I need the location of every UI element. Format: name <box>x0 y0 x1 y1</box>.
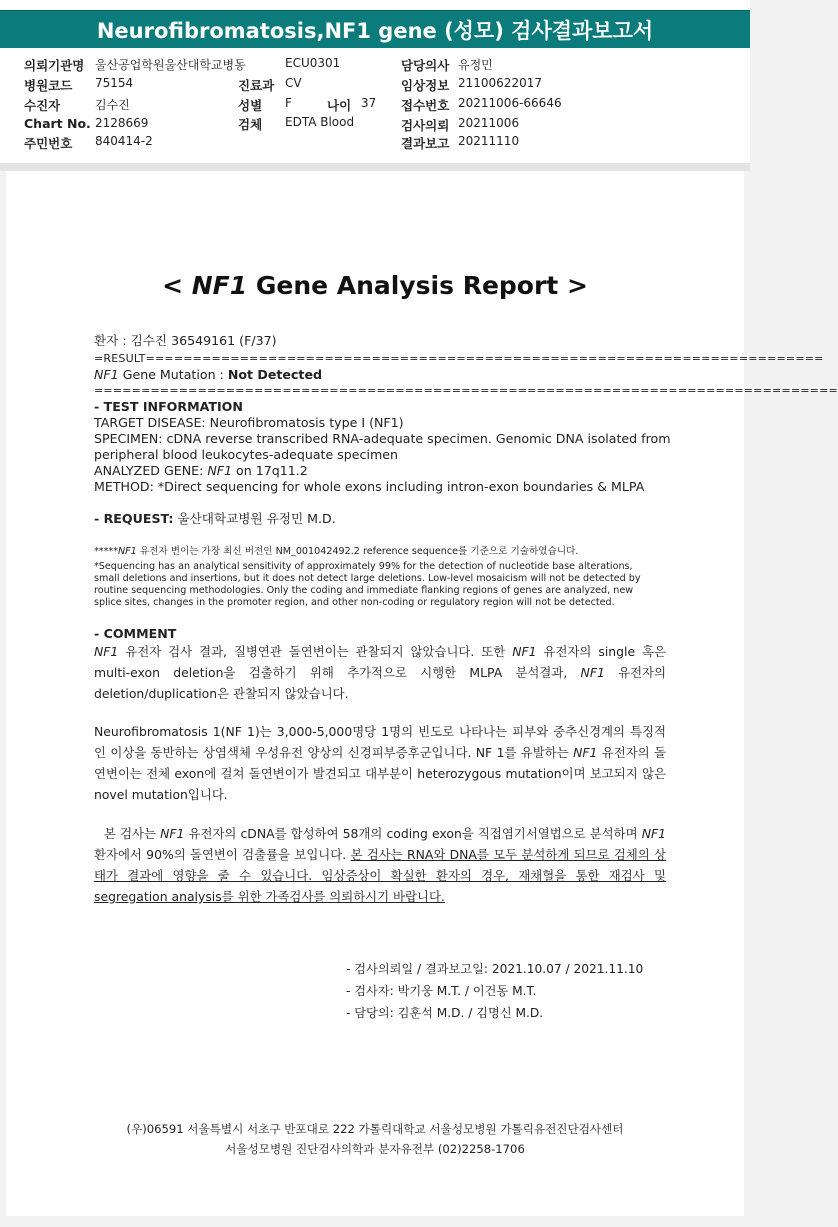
receipt-label: 접수번호 <box>401 98 450 113</box>
inst-label: 의뢰기관명 <box>24 58 85 73</box>
method-line: METHOD: *Direct sequencing for whole exons including intron-exon boundaries & MLPA <box>94 479 645 494</box>
divider-line: =============================================================================== <box>94 384 838 397</box>
test-info-heading: - TEST INFORMATION <box>94 399 243 414</box>
chart-label: Chart No. <box>24 116 91 131</box>
sex-label: 성별 <box>238 98 263 113</box>
bottom-strip <box>0 1216 750 1227</box>
request-value: 20211006 <box>458 116 520 130</box>
patient-line: 환자 : 김수진 36549161 (F/37) <box>94 333 277 348</box>
comment-paragraph-3: 본 검사는 NF1 유전자의 cDNA를 합성하여 58개의 coding exon을 직접염기서열법으로 분석하며 NF1 환자에서 90%의 돌연변이 검출률을 보입니다. 본 검사는 RNA와 DNA를 모두 분석하게 되므로 검체의 상태가 결과에 영향을 줄 수 있습니다. 임상증상이 확실한 환자의 경우, 재채혈을 통한 재검사 및 segregation analysis를 위한 가족검사를 의뢰하시기 바랍니다. <box>94 826 666 904</box>
report-label: 결과보고 <box>401 136 450 151</box>
separator <box>0 163 750 171</box>
sex-value: F <box>285 96 292 110</box>
comment-heading: - COMMENT <box>94 626 177 641</box>
receipt-value: 20211006-66646 <box>458 96 562 110</box>
patient-info-header <box>0 48 750 164</box>
patient-label: 수진자 <box>24 98 61 113</box>
doctor-label: 담당의사 <box>401 58 450 73</box>
id-value: 840414-2 <box>95 134 153 148</box>
physicians-line: - 담당의: 김훈석 M.D. / 김명신 M.D. <box>346 1006 544 1020</box>
report-value: 20211110 <box>458 134 520 148</box>
chart-value: 2128669 <box>95 116 149 130</box>
target-disease: TARGET DISEASE: Neurofibromatosis type I (NF1) <box>94 415 404 430</box>
id-label: 주민번호 <box>24 136 73 151</box>
patient-value: 김수진 <box>95 98 130 112</box>
report-title: Neurofibromatosis,NF1 gene (성모) 검사결과보고서 <box>96 18 654 43</box>
clinical-label: 임상정보 <box>401 78 450 93</box>
note-line-3: small deletions and insertions, but it does not detect large deletions. Low-level mosaicism will not be detected by <box>94 573 641 584</box>
request-label: 검사의뢰 <box>401 118 450 133</box>
age-value: 37 <box>361 96 377 110</box>
analyzed-gene: ANALYZED GENE: NF1 on 17q11.2 <box>94 463 308 478</box>
age-label: 나이 <box>327 98 352 113</box>
report-title-bar <box>0 10 750 49</box>
specimen-line-1: SPECIMEN: cDNA reverse transcribed RNA-adequate specimen. Genomic DNA isolated from <box>94 431 671 446</box>
top-strip <box>0 0 750 10</box>
result-line: =RESULT======================================================================== <box>94 352 824 365</box>
examiners-line: - 검사자: 박기웅 M.T. / 이건동 M.T. <box>346 984 537 998</box>
hospcode-value: 75154 <box>95 76 134 90</box>
doctor-value: 유정민 <box>458 58 493 72</box>
underlined-notice: 본 검사는 RNA와 DNA를 모두 분석하게 되므로 검체의 상태가 결과에 영향을 줄 수 있습니다. 임상증상이 확실한 환자의 경우, 재채혈을 통한 재검사 및 segregation analysis를 위한 가족검사를 의뢰하시기 바랍니다. <box>94 847 666 904</box>
hospcode-label: 병원코드 <box>24 78 73 93</box>
note-line-2: *Sequencing has an analytical sensitivity of approximately 99% for the detection of nucleotide base alterations, <box>94 561 633 572</box>
note-line-4: routine sequencing methodologies. Only the coding and immediate flanking regions of genes are analyzed, new <box>94 585 634 596</box>
request-line: - REQUEST: 울산대학교병원 유정민 M.D. <box>94 511 336 526</box>
specimen-value: EDTA Blood <box>285 115 355 129</box>
comment-paragraph-2: Neurofibromatosis 1(NF 1)는 3,000-5,000명당 1명의 빈도로 나타나는 피부와 중추신경계의 특징적인 이상을 동반하는 상염색체 우성유전 양상의 신경피부증후군입니다. NF 1를 유발하는 NF1 유전자의 돌연변이는 전체 exon에 걸쳐 돌연변이가 발견되고 대부분이 heterozygous mutation이며 보고되지 않은 novel mutation입니다. <box>94 724 667 802</box>
comment-paragraph-1: NF1 유전자 검사 결과, 질병연관 돌연변이는 관찰되지 않았습니다. 또한 NF1 유전자의 single 혹은 multi-exon deletion을 검출하기 위해 추가적으로 시행한 MLPA 분석결과, NF1 유전자의 deletion/duplication은 관찰되지 않았습니다. <box>94 644 666 701</box>
inst-value: 울산공업학원울산대학교병동 <box>95 58 246 72</box>
dates-line: - 검사의뢰일 / 결과보고일: 2021.10.07 / 2021.11.10 <box>346 962 644 976</box>
dept-label: 진료과 <box>238 78 275 93</box>
footer-contact: 서울성모병원 진단검사의학과 분자유전부 (02)2258-1706 <box>225 1142 525 1156</box>
clinical-value: 21100622017 <box>458 76 542 90</box>
note-line-1: *****NF1 유전자 변이는 가장 최신 버전인 NM_001042492.2 reference sequence를 기준으로 기술하였습니다. <box>94 546 579 557</box>
mutation-result: Not Detected <box>227 367 323 382</box>
dept-value: CV <box>285 76 302 90</box>
report-document <box>6 171 838 1216</box>
note-line-5: splice sites, changes in the promoter region, and other non-coding or regulatory region will not be detected. <box>94 597 615 608</box>
specimen-label: 검체 <box>238 117 263 132</box>
mutation-line: NF1 Gene Mutation : Not Detected <box>94 367 323 382</box>
gene-report-title: < NF1 Gene Analysis Report > <box>162 271 588 300</box>
footer-address: (우)06591 서울특별시 서초구 반포대로 222 가톨릭대학교 서울성모병원 가톨릭유전진단검사센터 <box>126 1122 624 1136</box>
specimen-line-2: peripheral blood leukocytes-adequate specimen <box>94 447 398 462</box>
code-value: ECU0301 <box>285 56 341 70</box>
